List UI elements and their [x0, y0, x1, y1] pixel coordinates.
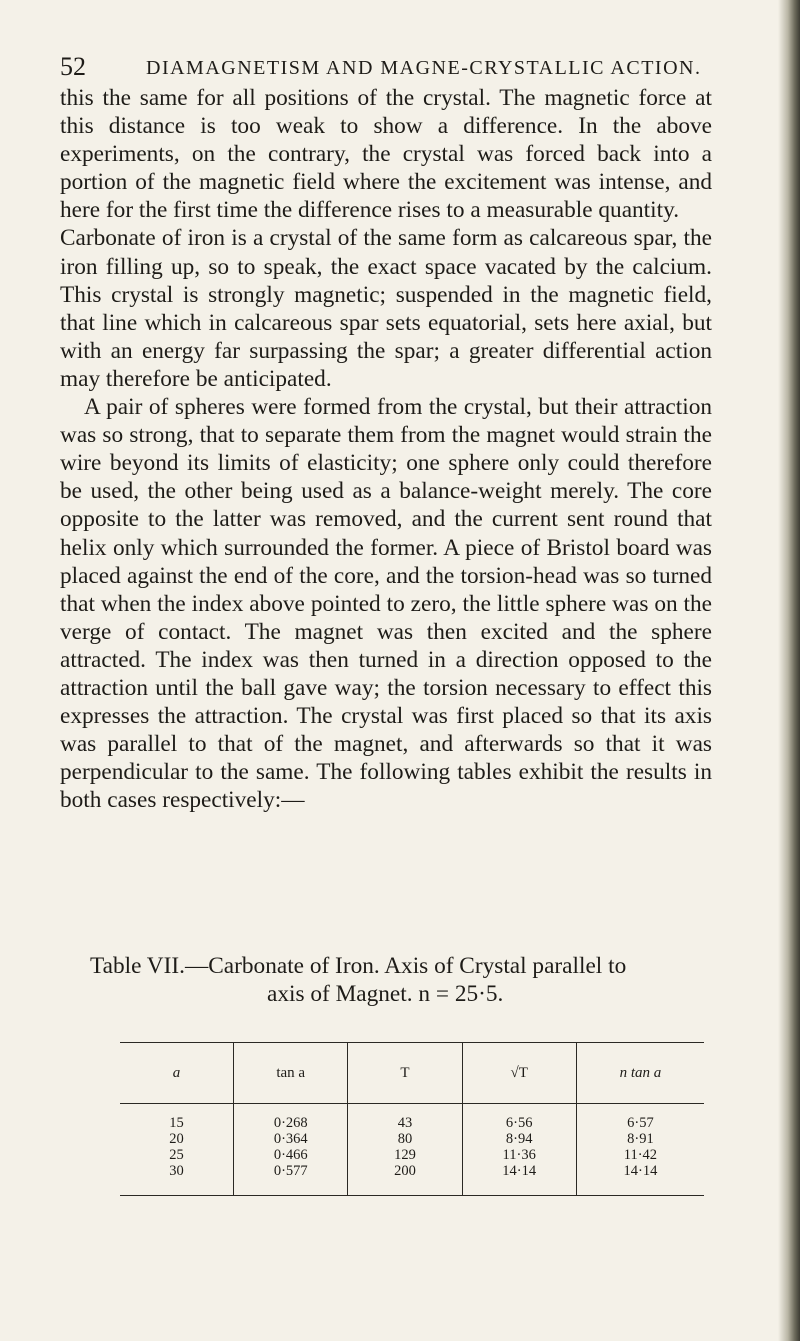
paragraph-3: A pair of spheres were formed from the crystal, but their attraction was so strong, that to separate them from the magnet would strain the wire beyond its limits of elasticity; one sphere only could therefore be used, the other being used as a balance-weight merely. The core opposite to the latter was removed, and the current sent round that helix only which surrounded the former. A piece of Bristol board was placed against the end of the core, and the torsion-head was so turned that when the index above pointed to zero, the little sphere was on the verge of contact. The magnet was then excited and the sphere attracted. The index was then turned in a direction opposed to the attraction until the ball gave way; the torsion necessary to effect this expresses the attraction. The crystal was first placed so that its axis was parallel to that of the magnet, and afterwards so that it was perpendicular to the same. The following tables exhibit the results in both cases respectively:—: [60, 394, 712, 814]
table-cell: 0·364: [234, 1131, 348, 1147]
table-row: [120, 1163, 704, 1196]
table-cell: 15: [169, 1115, 184, 1131]
page-edge-shadow: [778, 0, 800, 1341]
table-cell: 6·57: [576, 1104, 704, 1132]
running-title: DIAMAGNETISM AND MAGNE-CRYSTALLIC ACTION.: [146, 57, 702, 79]
column-header-t: T: [348, 1043, 462, 1104]
body-text: [60, 84, 712, 814]
data-table-container: [120, 1042, 704, 1179]
page-header: [60, 50, 720, 84]
table-caption-line-2: axis of Magnet. n = 25·5.: [267, 981, 504, 1007]
table-cell: 25: [169, 1147, 184, 1163]
table-cell: 0·268: [234, 1104, 348, 1132]
table-cell: 8·94: [462, 1131, 576, 1147]
table-cell: 8·91: [576, 1131, 704, 1147]
table-cell: 0·577: [234, 1163, 348, 1196]
table-cell: 129: [348, 1147, 462, 1163]
column-header-tan-a: tan a: [234, 1043, 348, 1104]
paragraph-2: Carbonate of iron is a crystal of the same form as calcareous spar, the iron filling up, so to speak, the exact space vacated by the calcium. This crystal is strongly magnetic; suspended in the magnetic field, that line which in calcareous spar sets equatorial, sets here axial, but with an energy far surpassing the spar; a greater differential action may therefore be anticipated.: [60, 225, 712, 392]
table-header-row: [120, 1043, 704, 1104]
table-cell: 14·14: [576, 1163, 704, 1196]
table-cell: 200: [348, 1163, 462, 1196]
table-cell: 30: [120, 1163, 234, 1196]
column-header-a: a: [120, 1043, 234, 1104]
table-cell: 43: [348, 1104, 462, 1132]
table-row: [120, 1131, 704, 1147]
table-caption-line-1: Table VII.—Carbonate of Iron. Axis of Crystal parallel to: [90, 953, 627, 979]
table-cell: 14·14: [462, 1163, 576, 1196]
table-row: [120, 1104, 704, 1132]
table-cell: 11·36: [462, 1147, 576, 1163]
table-cell: 0·466: [234, 1147, 348, 1163]
column-header-n-tan-a: n tan a: [576, 1043, 704, 1104]
table-cell: 20: [169, 1131, 184, 1147]
table-cell: 6·56: [462, 1104, 576, 1132]
table-cell: 11·42: [576, 1147, 704, 1163]
column-header-sqrt-t: √T: [462, 1043, 576, 1104]
table-row: [120, 1147, 704, 1163]
table-caption: [60, 952, 760, 1008]
table-cell: 80: [348, 1131, 462, 1147]
data-table: [120, 1042, 704, 1196]
paragraph-1: this the same for all positions of the crystal. The magnetic force at this distance is too weak to show a difference. In the above experiments, on the contrary, the crystal was forced back into a portion of the magnetic field where the excitement was intense, and here for the first time the difference rises to a measurable quantity.: [60, 85, 712, 224]
page-number: 52: [60, 52, 86, 81]
